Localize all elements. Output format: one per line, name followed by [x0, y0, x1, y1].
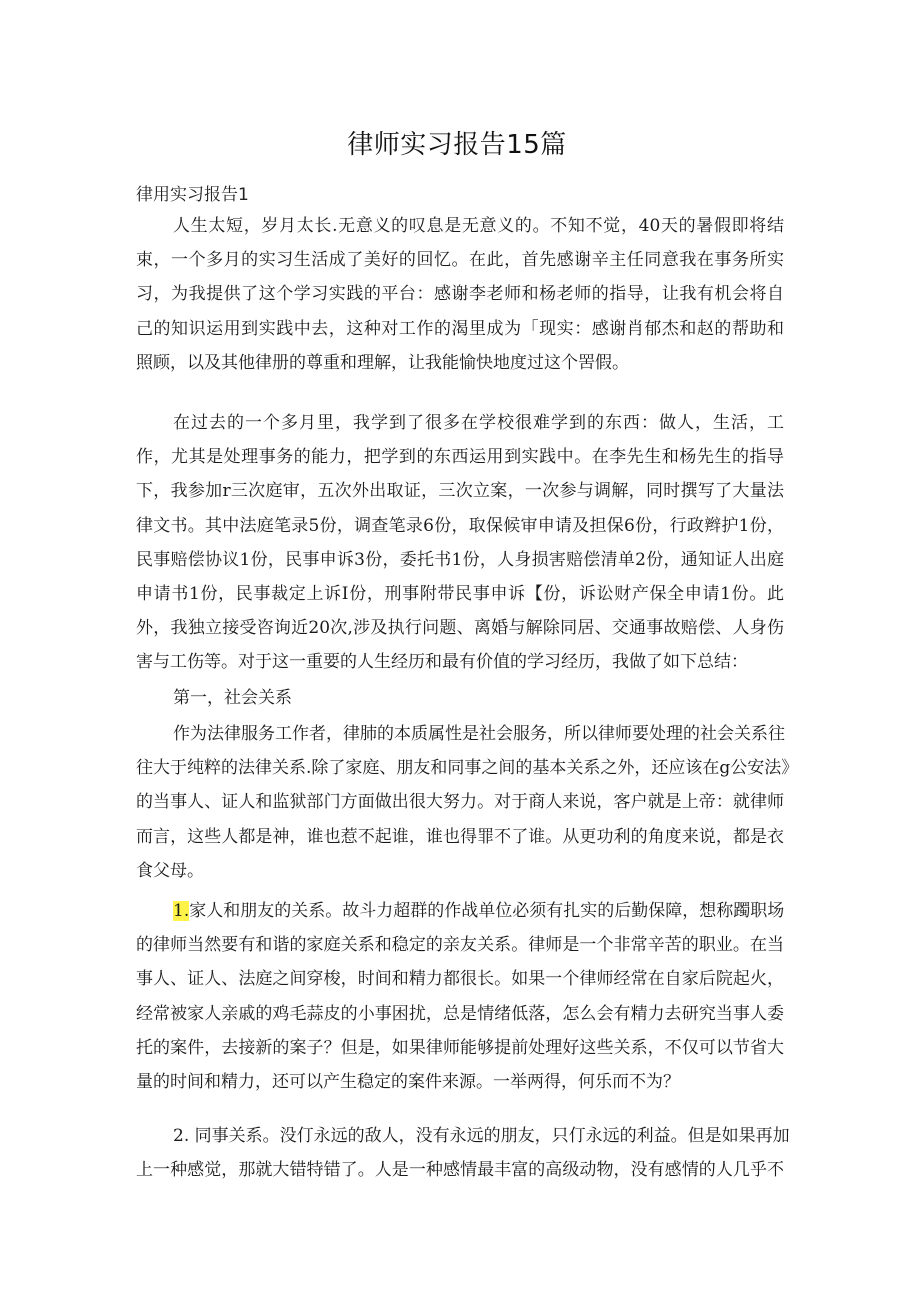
- paragraph-line: 上一种感觉，那就大错特错了。人是一种感情最丰富的高级动物，没有感情的人几乎不: [136, 1160, 784, 1181]
- paragraph-line: 人生太短，岁月太长.无意义的叹息是无意义的。不知不觉，40天的暑假即将结: [173, 216, 784, 236]
- paragraph-line: 2. 同事关系。没仃永远的敌人，没有永远的朋友，只仃永远的利益。但是如果再加: [173, 1126, 790, 1146]
- paragraph-3: [136, 717, 799, 888]
- paragraph-line: 己的知识运用到实践中去，这种对工作的渴里成为「现实：感谢肖郁杰和赵的帮助和: [136, 318, 784, 339]
- paragraph-line: 下，我参加r三次庭审，五次外出取证，三次立案，一次参与调解，同时撰写了大量法: [136, 481, 784, 502]
- paragraph-line: 束，一个多月的实习生活成了美好的回忆。在此，首先感谢辛主任同意我在事务所实: [136, 250, 784, 271]
- paragraph-line: 民事赔偿协议1份，民事申诉3份，委托书1份，人身损害赔偿清单2份，通知证人出庭: [136, 549, 784, 570]
- paragraph-line: 食父母。: [136, 860, 204, 881]
- paragraph-line: 习，为我提供了这个学习实践的平台：感谢李老师和杨老师的指导，让我有机会将自: [136, 284, 784, 305]
- paragraph-5: [136, 1119, 790, 1187]
- paragraph-line: 申请书1份，民事裁定上诉I份，刑事附带民事申诉【份，诉讼财产保全申请1份。此: [136, 584, 784, 605]
- paragraph-line: 往大于纯粹的法律关系.除了家庭、朋友和同事之间的基本关系之外，还应该在g公安法》: [136, 758, 799, 779]
- paragraph-line: 照顾，以及其他律册的尊重和理解，让我能愉快地度过这个罟假。: [136, 352, 629, 373]
- paragraph-line: 律文书。其中法庭笔录5份，调查笔录6份，取保候审申请及担保6份，行政辫护1份，: [136, 515, 784, 536]
- paragraph-line: 量的时间和精力，还可以产生稳定的案件来源。一举两得，何乐而不为？: [136, 1072, 680, 1093]
- paragraph-line: 作，尤其是处理事务的能力，把学到的东西运用到实践中。在李先生和杨先生的指导: [136, 447, 784, 468]
- paragraph-line: [136, 894, 784, 928]
- paragraph-line: 经常被家人亲戚的鸡毛蒜皮的小事困扰，总是情绪低落，怎么会有精力去研究当事人委: [136, 1003, 784, 1024]
- paragraph-line: 在过去的一个多月里，我学到了很多在学校很难学到的东西：做人，生活，工: [173, 413, 784, 433]
- paragraph-line: 事人、证人、法庭之间穿梭，时间和精力都很长。如果一个律师经常在自家后院起火，: [136, 969, 784, 990]
- paragraph-line: 害与工伤等。对于这一重要的人生经历和最有价值的学习经历，我做了如下总结：: [136, 652, 748, 673]
- paragraph-line: 作为法律服务工作者，律肺的本质属性是社会服务，所以律师要处理的社会关系往: [173, 724, 785, 744]
- paragraph-4: [136, 894, 784, 1099]
- paragraph-line: 的当事人、证人和监狱部门方面做出很大努力。对于商人来说，客户就是上帝：就律师: [136, 792, 784, 813]
- paragraph-line: 托的案件，去接新的案子？但是，如果律师能够提前处理好这些关系，不仅可以节省大: [136, 1037, 784, 1058]
- paragraph-line: 外，我独立接受咨询近20次,涉及执行问题、离婚与解除同居、交通事故赔偿、人身伤: [136, 618, 784, 639]
- paragraph-line-text: 家人和朋友的关系。故斗力超群的作战单位必须有扎实的后勤保障，想称躅职场: [189, 901, 785, 921]
- subheading-social-relations: [136, 681, 784, 715]
- document-title: 律师实习报告15篇: [347, 130, 567, 160]
- highlighted-number: 1.: [173, 901, 190, 921]
- paragraph-2: [136, 406, 784, 680]
- paragraph-line: 而言，这些人都是神，谁也惹不起谁，谁也得罪不了谁。从更功利的角度来说，都是衣: [136, 826, 784, 847]
- paragraph-1: [136, 209, 784, 380]
- section-heading: 律用实习报告1: [136, 185, 249, 205]
- paragraph-line: 第一，社会关系: [173, 688, 292, 708]
- paragraph-line: 的律师当然要有和谐的家庭关系和稳定的亲友关系。律师是一个非常辛苦的职业。在当: [136, 935, 784, 956]
